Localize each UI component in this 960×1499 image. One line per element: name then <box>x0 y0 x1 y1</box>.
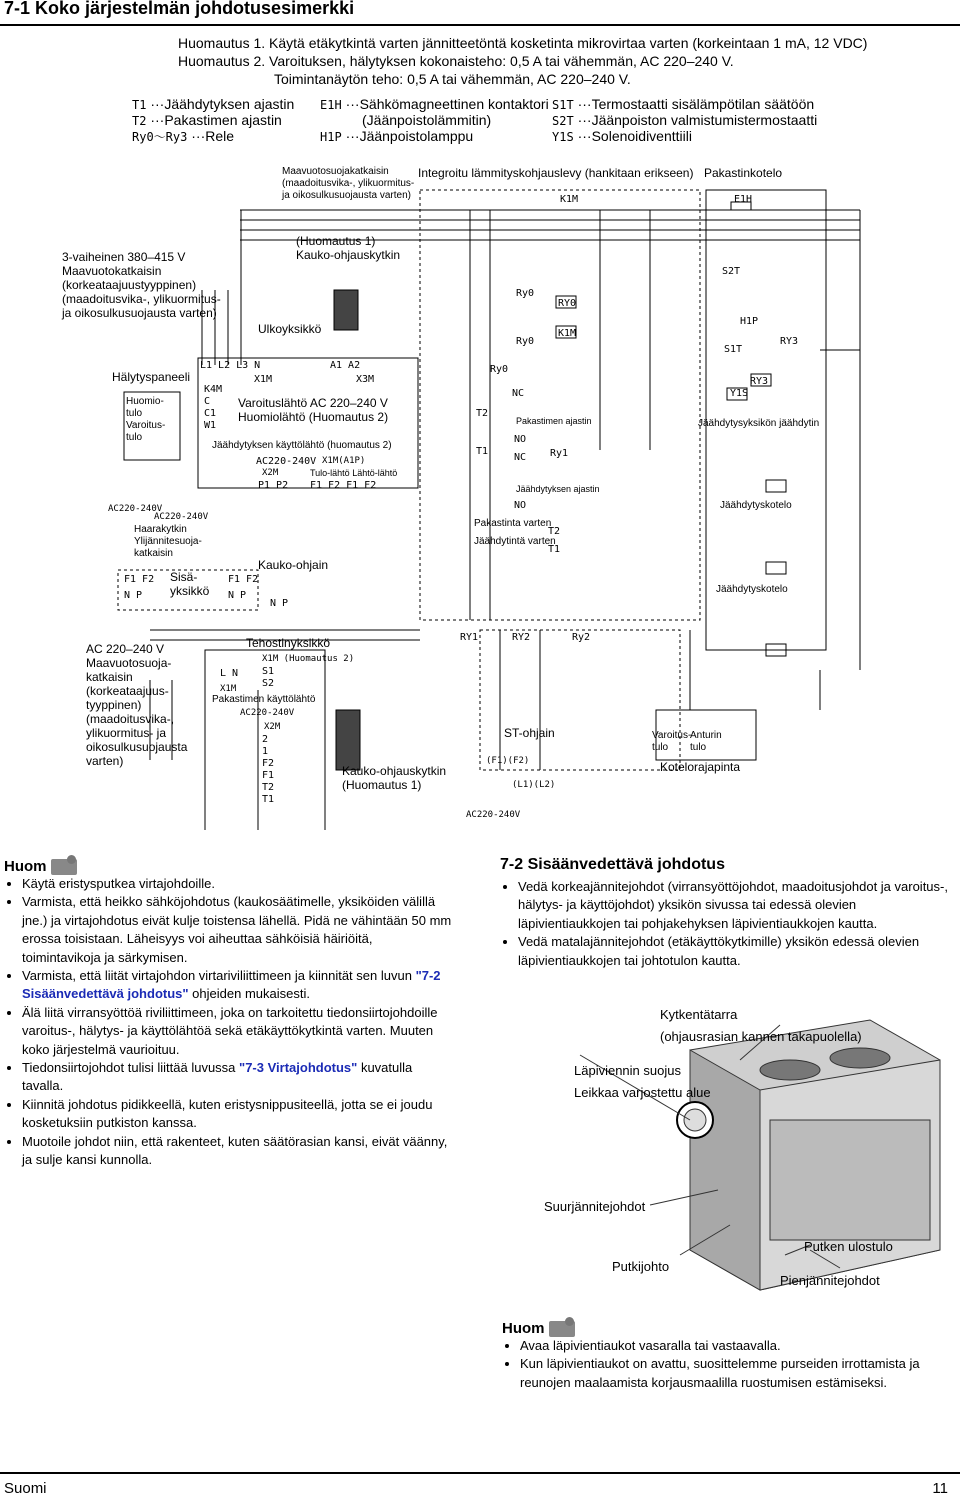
label-line: Huomio- <box>126 396 164 407</box>
relay-ry3-b: RY3 <box>750 376 769 387</box>
alarm-panel-label: Hälytyspaneeli <box>112 370 191 384</box>
integrated-board-label: Integroitu lämmityskohjauslevy (hankitaan erikseen) <box>418 166 694 180</box>
x1m-bottom: X1M <box>220 684 237 694</box>
freezer-box-label: Pakastinkotelo <box>704 166 783 180</box>
st-control-label: ST-ohjain <box>504 726 555 740</box>
list-item: • Varmista, että heikko sähköjohdotus (kaukosäätimelle, yksiköiden välillä jne.) ja virtajohdotus eivät kulje toistensa lähellä. Pidä ne vähintään 50 mm erossa toisistaan. Läheisyys voi aiheuttaa sähköisiä häiriöitä, toimintavikoja ja särkymisen. <box>22 893 454 967</box>
label-line: (Huomautus 1) <box>296 234 376 248</box>
list-item: • Vedä korkeajännitejohdot (virransyöttöjohdot, maadoitusjohdot ja varoitus-, hälytys- ja käyttöjohdot) yksikön sivussa tai edessä olevien läpivientiaukkojen tai pohjakehyksen läpivientiaukkojen kautta. <box>518 878 956 933</box>
section-72-title: 7-2 Sisäänvedettävä johdotus <box>500 856 725 873</box>
relay-ry0-d: Ry0 <box>490 364 509 375</box>
terminal-c-group <box>204 396 216 432</box>
huom-section-1 <box>4 858 454 1170</box>
label-line: F1 <box>262 770 275 781</box>
breaker-top-label <box>282 166 414 202</box>
low-voltage-label: Pienjännitejohdot <box>780 1273 880 1288</box>
contact-nc-a: NC <box>512 388 525 399</box>
freezing-start-label: Pakastinta varten <box>474 518 552 529</box>
warning-output-label: Varoituslähtö AC 220–240 V <box>238 396 388 410</box>
cooling-box-label-1: Jäähdytyskotelo <box>720 500 792 511</box>
terminal-x3m: X3M <box>356 374 375 385</box>
in-out-label: Tulo-lähtö Lähtö-lähtö <box>310 468 398 478</box>
cooling-timer-label: Jäähdytyksen ajastin <box>516 484 600 494</box>
label-line: (korkeataajuus- <box>86 684 169 698</box>
legend-text: Jäänpoiston valmistumistermostaatti <box>591 112 818 128</box>
note-icon <box>51 859 77 875</box>
indoor-np: N P <box>124 590 143 601</box>
label-line: Anturin <box>690 730 722 741</box>
remote-np: N P <box>228 590 247 601</box>
label-line: Sisä- <box>170 570 198 584</box>
three-phase-breaker-label <box>62 250 221 320</box>
knockout-label: Läpiviennin suojus <box>574 1063 681 1078</box>
label-line: T2 <box>262 782 275 793</box>
x2m-terminals <box>262 734 274 806</box>
terminal-k4m: K4M <box>204 384 223 395</box>
legend-code: S1T <box>552 98 574 112</box>
label-line: T1 <box>262 794 275 805</box>
remote-switch-note <box>296 234 400 262</box>
switch-box-sublabel: (ohjausrasian kannen takapuolella) <box>660 1029 862 1044</box>
legend-col-2: E1H ···Sähkömagneettinen kontaktori (Jäänpoistolämmitin) H1P ···Jäänpoistolamppu <box>320 96 549 144</box>
t2-circle: T2 <box>548 526 561 537</box>
high-voltage-label: Suurjännitejohdot <box>544 1199 646 1214</box>
label-line: tulo <box>652 742 669 753</box>
label-line: 1 <box>262 746 269 757</box>
label-line: S2 <box>262 678 275 689</box>
label-line: yksikkö <box>170 584 210 598</box>
remote-np-2: N P <box>270 598 289 609</box>
notes <box>178 34 867 88</box>
label-line: varten) <box>86 754 124 768</box>
label-line: S1 <box>262 666 275 677</box>
relay-ry3-a: RY3 <box>780 336 799 347</box>
relay-ry0-a: Ry0 <box>516 288 535 299</box>
relay-k1m: K1M <box>558 328 577 339</box>
st-terms-b: (L1)(L2) <box>512 780 556 790</box>
page-title: 7-1 Koko järjestelmän johdotusesimerkki <box>4 0 355 18</box>
list-item <box>22 1059 454 1096</box>
contact-nc-b: NC <box>514 452 527 463</box>
list-item-text: kuvatulla tavalla. <box>22 1060 413 1094</box>
st-terms-a: (F1)(F2) <box>486 756 530 766</box>
indoor-unit-label <box>170 570 209 598</box>
legend-code: H1P <box>320 130 342 144</box>
list-item: • Käytä eristysputkea virtajohdoille. <box>22 875 454 893</box>
note-1: Huomautus 1. Käytä etäkytkintä varten jännitteetöntä kosketinta mikrovirtaa varten (korkeintaan 1 mA, 12 VDC) <box>178 35 868 51</box>
label-line: (korkeataajuustyyppinen) <box>62 278 197 292</box>
label-line: (Huomautus 1) <box>342 778 422 792</box>
label-line: 2 <box>262 734 269 745</box>
note-2: Huomautus 2. Varoituksen, hälytyksen kokonaisteho: 0,5 A tai vähemmän, AC 220–240 V. <box>178 53 734 69</box>
relay-ry2-coil: Ry2 <box>572 632 591 643</box>
remote-switch-bottom-label <box>342 764 446 792</box>
huom-section-2 <box>502 1320 958 1392</box>
x1m-a1p-label: X1M(A1P) <box>322 456 366 466</box>
label-line: ja oikosulkusuojausta varten) <box>282 190 411 201</box>
note-3: Toimintanäytön teho: 0,5 A tai vähemmän, AC 220–240 V. <box>274 71 631 87</box>
ln-label: L N <box>220 668 239 679</box>
title-rule <box>0 24 960 26</box>
legend-col-3: S1T ···Termostaatti sisälämpötilan säätöön S2T ···Jäänpoiston valmistumistermostaatti Y1S ···Solenoidiventtiili <box>552 96 818 144</box>
indoor-f1f2: F1 F2 <box>124 574 155 585</box>
list-item-text: Tiedonsiirtojohdot tulisi liittää luvussa <box>22 1060 236 1076</box>
legend-code: E1H <box>320 98 342 112</box>
label-line: tulo <box>126 432 143 443</box>
legend-code: T2 <box>132 114 147 128</box>
legend-code: T1 <box>132 98 147 112</box>
huom-title: Huom <box>4 858 47 875</box>
contact-no-b: NO <box>514 500 527 511</box>
cooling-unit-cooler-label: Jäähdytysyksikön jäähdytin <box>698 418 820 429</box>
lamp-h1p: H1P <box>740 316 759 327</box>
section-72 <box>500 856 956 970</box>
ref-link-72[interactable]: "7-2 Sisäänvedettävä johdotus" <box>22 968 441 1002</box>
alarm-inputs <box>126 396 165 444</box>
list-item <box>22 967 454 1004</box>
x2m-booster: X2M <box>264 722 281 732</box>
label-line: Haarakytkin <box>134 524 187 535</box>
page-number: 11 <box>932 1480 948 1497</box>
contact-no-a: NO <box>514 434 527 445</box>
remote-control-label: Kauko-ohjain <box>258 558 329 572</box>
legend-code: S2T <box>552 114 574 128</box>
ref-link-73[interactable]: "7-3 Virtajohdotus" <box>239 1060 358 1076</box>
label-line: oikosulkusuojausta <box>86 740 188 754</box>
legend-text: Jäänpoistolamppu <box>359 128 474 144</box>
footer-rule <box>0 1472 960 1474</box>
freezer-timer-label: Pakastimen ajastin <box>516 416 592 426</box>
warning-input-label <box>652 730 691 754</box>
list-item: • Kiinnitä johdotus pidikkeellä, kuten eristysnippusiteellä, jotta se ei joudu kosketuksiin putkiston kanssa. <box>22 1096 454 1133</box>
t2-label: T2 <box>476 408 489 419</box>
label-line: Ylijännitesuoja- <box>134 536 202 547</box>
label-line: (maadoitusvika-, ylikuormitus- <box>282 178 415 189</box>
relay-k1m-top: K1M <box>560 194 579 205</box>
switch-box-label: Kytkentätarra <box>660 1007 738 1022</box>
terminal-l123n: L1 L2 L3 N <box>200 360 261 371</box>
label-line: tulo <box>126 408 143 419</box>
box-interface-label: Kotelorajapinta <box>660 760 741 774</box>
ac-left-label: AC220-240V <box>108 504 163 514</box>
huom-list-1 <box>4 875 454 1170</box>
footer-language: Suomi <box>4 1480 47 1497</box>
list-item: • Älä liitä virransyöttöä riviliittimeen, joka on tarkoitettu tiedonsiirtojohdoille varoitus-, hälytys- ja käyttölähtöä sekä etäkäyttökytkintä varten. Muuten koko järjestelmä vaurioituu. <box>22 1004 454 1059</box>
legend-col-1: T1 ···Jäähdytyksen ajastin T2 ···Pakastimen ajastin Ry0〜Ry3 ···Rele <box>132 96 295 144</box>
heater-e1h: E1H <box>734 194 753 205</box>
label-line: katkaisin <box>134 548 173 559</box>
legend-text: (Jäänpoistolämmitin) <box>362 112 492 128</box>
huom-list-2 <box>502 1337 958 1392</box>
label-line: Kauko-ohjauskytkin <box>342 764 447 778</box>
sensor-input-label <box>690 730 722 754</box>
attention-output-label: Huomiolähtö (Huomautus 2) <box>238 410 389 424</box>
label-line: tyyppinen) <box>86 698 142 712</box>
label-line: Maavuotosuojakatkaisin <box>282 166 389 177</box>
relay-ry0-c: Ry0 <box>516 336 535 347</box>
outdoor-unit-label: Ulkoyksikkö <box>258 322 322 336</box>
legend-text: Sähkömagneettinen kontaktori <box>359 96 549 112</box>
legend-text: Termostaatti sisälämpötilan säätöön <box>591 96 815 112</box>
ac-st-label: AC220-240V <box>466 810 521 820</box>
t1-circle: T1 <box>548 544 561 555</box>
branch-switch-label <box>134 524 202 560</box>
list-item: • Vedä matalajännitejohdot (etäkäyttökytkimille) yksikön edessä olevien läpivientiaukkojen tai johtotulon kautta. <box>518 933 956 970</box>
s1s2-label <box>262 666 274 690</box>
list-item-text: ohjeiden mukaisesti. <box>192 986 310 1002</box>
list-item: • Avaa läpivientiaukot vasaralla tai vastaavalla. <box>520 1337 958 1355</box>
bottom-breaker-label <box>86 642 187 768</box>
valve-y1s: Y1S <box>730 388 749 399</box>
t1-label: T1 <box>476 446 489 457</box>
label-line: (maadoitusvika-, ylikuormitus- <box>62 292 221 306</box>
label-line: Kauko-ohjauskytkin <box>296 248 401 262</box>
x2m-label: X2M <box>262 468 279 478</box>
note-icon <box>549 1321 575 1337</box>
label-line: ja oikosulkusuojausta varten) <box>62 306 217 320</box>
ac-booster: AC220-240V <box>240 708 295 718</box>
pipe-outlet-label: Putken ulostulo <box>804 1239 893 1254</box>
remote-f1f2: F1 F2 <box>228 574 259 585</box>
label-line: Varoitus- <box>126 420 166 431</box>
legend-text: Rele <box>205 128 235 144</box>
p1p2-label: P1 P2 <box>258 480 289 491</box>
label-line: (maadoitusvika-, <box>86 712 175 726</box>
cooling-run-output-label: Jäähdytyksen käyttölähtö (huomautus 2) <box>212 440 392 451</box>
unit-illustration <box>540 1000 960 1300</box>
freezer-run-output-label: Pakastimen käyttölähtö <box>212 694 316 705</box>
ac-label-mid: AC220-240V <box>256 456 317 467</box>
label-line: W1 <box>204 420 217 431</box>
list-item: • Kun läpivientiaukot on avattu, suosittelemme purseiden irrottamista ja reunojen maalaamista korjausmaalilla ruostumisen estämiseksi. <box>520 1355 958 1392</box>
x1m-note-label: X1M (Huomautus 2) <box>262 654 355 664</box>
legend-text: Pakastimen ajastin <box>164 112 282 128</box>
legend-code: Ry0〜Ry3 <box>132 130 188 144</box>
cooling-start-label: Jäähdytintä varten <box>474 536 556 547</box>
pipe-wire-label: Putkijohto <box>612 1259 670 1274</box>
label-line: tulo <box>690 742 707 753</box>
legend-code: Y1S <box>552 130 574 144</box>
huom-title: Huom <box>502 1320 545 1337</box>
legend-text: Solenoidiventtiili <box>591 128 692 144</box>
cooling-box-label-2: Jäähdytyskotelo <box>716 584 788 595</box>
thermostat-s1t: S1T <box>724 344 743 355</box>
label-line: Maavuotokatkaisin <box>62 264 162 278</box>
booster-unit-label: Tehostinyksikkö <box>246 636 331 650</box>
list-item-text: Varmista, että liität virtajohdon virtariviliittimeen ja kiinnität sen luvun <box>22 968 412 984</box>
section-72-list <box>500 878 956 970</box>
label-line: AC 220–240 V <box>86 642 165 656</box>
relay-ry0-b: RY0 <box>558 298 577 309</box>
label-line: C1 <box>204 408 217 419</box>
label-line: katkaisin <box>86 670 133 684</box>
legend-text: Jäähdytyksen ajastin <box>164 96 295 112</box>
label-line: ylikuormitus- ja <box>86 726 167 740</box>
label-line: C <box>204 396 211 407</box>
list-item: • Muotoile johdot niin, että rakenteet, kuten säätörasian kansi, eivät väänny, ja sulje kansi kunnolla. <box>22 1133 454 1170</box>
relay-ry2-bottom: RY2 <box>512 632 531 643</box>
knockout-sublabel: Leikkaa varjostettu alue <box>574 1085 711 1100</box>
thermostat-s2t: S2T <box>722 266 741 277</box>
relay-ry1: Ry1 <box>550 448 569 459</box>
terminal-a1a2: A1 A2 <box>330 360 361 371</box>
label-line: Maavuotosuoja- <box>86 656 172 670</box>
label-line: 3-vaiheinen 380–415 V <box>62 250 186 264</box>
ac-left-label-2: AC220-240V <box>154 512 209 522</box>
relay-ry1-bottom: RY1 <box>460 632 479 643</box>
label-line: F2 <box>262 758 275 769</box>
f1f2-pairs: F1 F2 F1 F2 <box>310 480 377 491</box>
terminal-x1m: X1M <box>254 374 273 385</box>
label-line: Varoitus- <box>652 730 692 741</box>
